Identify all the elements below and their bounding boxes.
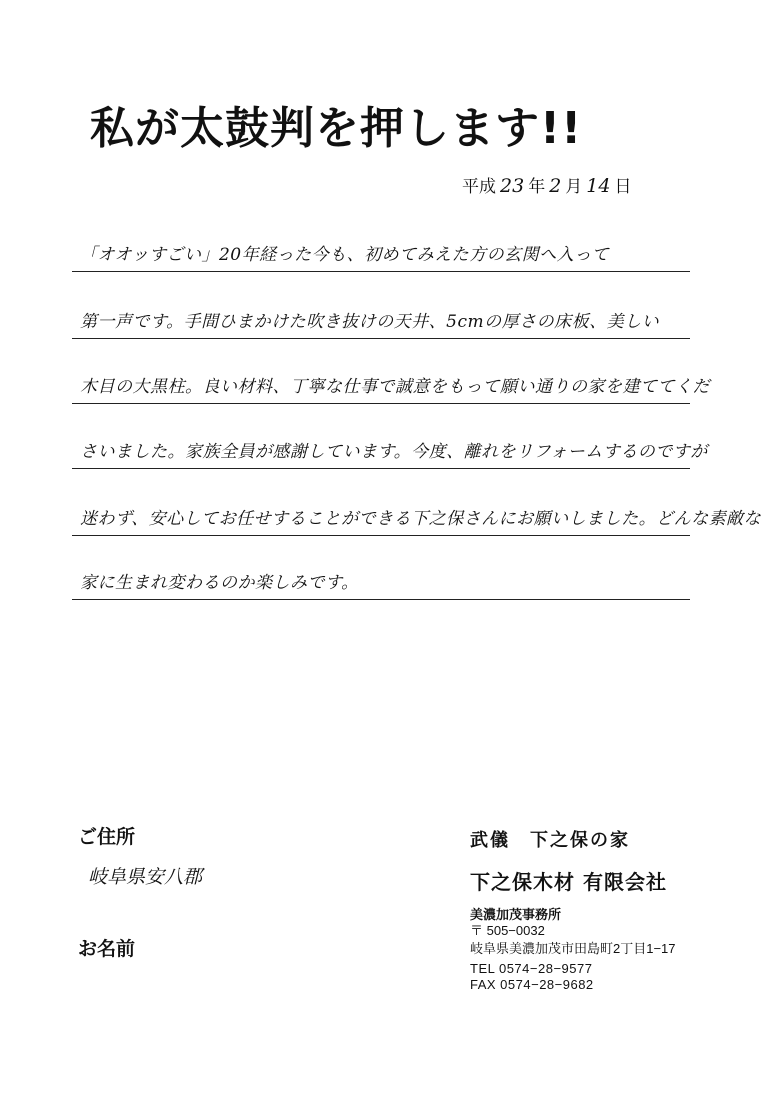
company-office: 美濃加茂事務所 [470,907,562,922]
message-line: 迷わず、安心してお任せすることができる下之保さんにお願いしました。どんな素敵な [72,502,690,536]
date-year-unit: 年 [528,177,546,197]
date-day: 14 [586,175,611,197]
date [462,172,631,197]
name-label: お名前 [78,938,136,960]
address-label: ご住所 [78,826,136,848]
message-line: 木目の大黒柱。良い材料、丁寧な仕事で誠意をもって願い通りの家を建ててくだ [72,370,690,404]
message-line: 「オオッすごい」20年経った今も、初めてみえた方の玄関へ入って [72,238,690,272]
message-line: 家に生まれ変わるのか楽しみです。 [72,566,690,600]
company-brand: 武儀 下之保の家 [470,830,630,851]
company-address: 岐阜県美濃加茂市田島町2丁目1−17 [470,941,676,956]
page-title: 私が太鼓判を押します!! [90,103,583,154]
address-value: 岐阜県安八郡 [88,866,203,888]
company-tel: TEL 0574−28−9577 [470,961,593,976]
date-day-unit: 日 [614,177,632,197]
company-name: 下之保木材 有限会社 [470,870,667,894]
date-month-unit: 月 [565,177,583,197]
company-fax: FAX 0574−28−9682 [470,977,594,992]
message-line: さいました。家族全員が感謝しています。今度、離れをリフォームするのですが [72,435,690,469]
date-year: 23 [500,175,525,197]
date-era: 平成 [462,177,496,197]
company-postal: 〒 505−0032 [470,923,545,938]
date-month: 2 [549,175,562,197]
message-line: 第一声です。手間ひまかけた吹き抜けの天井、5cmの厚さの床板、美しい [72,305,690,339]
